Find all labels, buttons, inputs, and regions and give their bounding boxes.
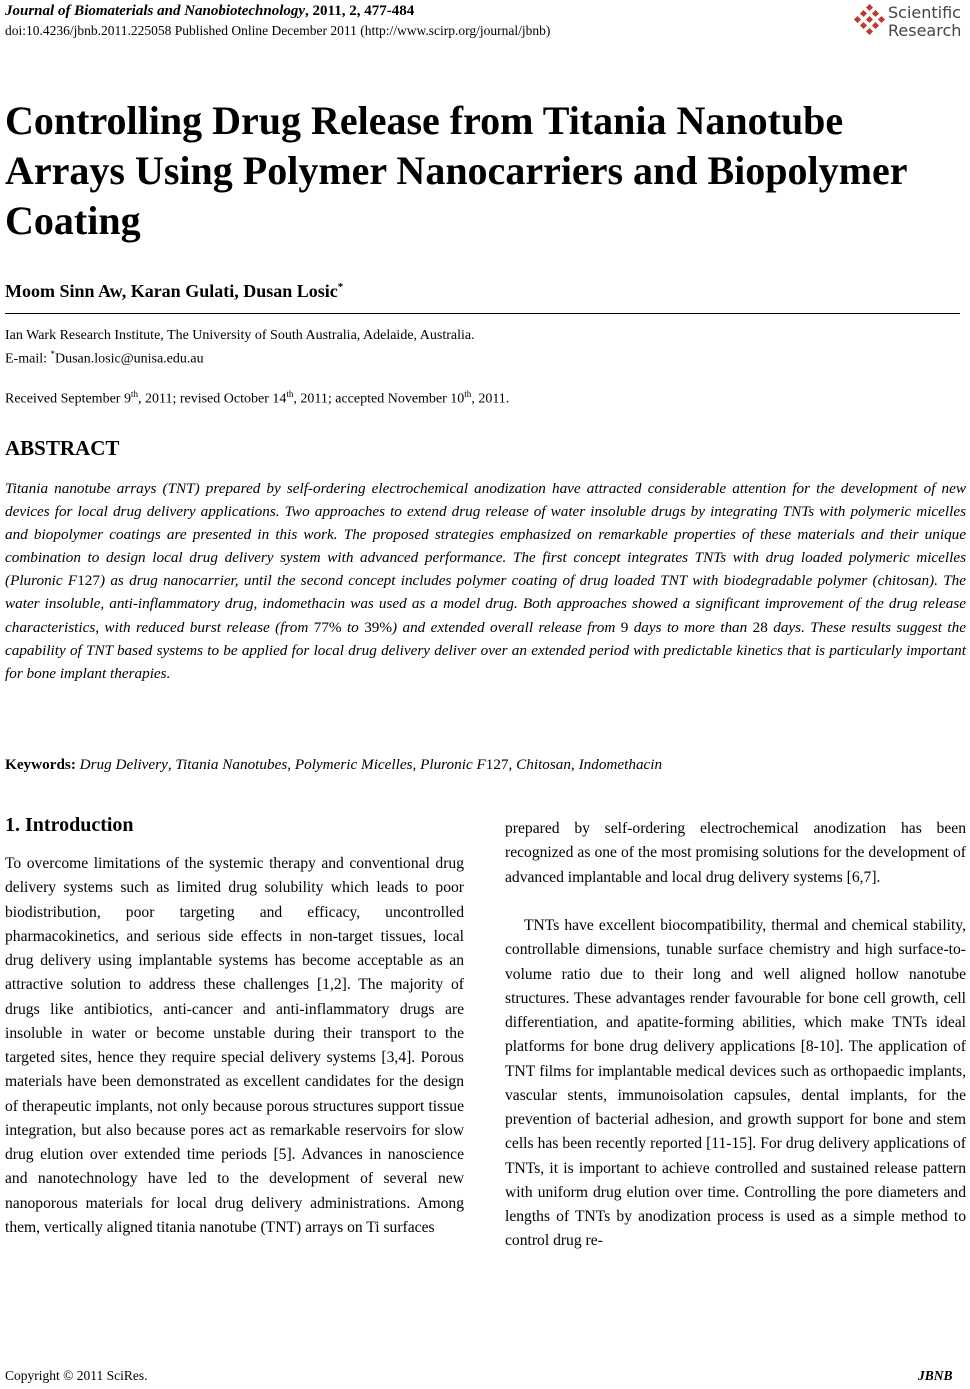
email-mark: * <box>50 349 55 359</box>
body-column-right-paragraph-2: TNTs have excellent biocompatibility, thermal and chemical stability, controllable dimensions, tunable surface chemistry and high surface-to-volume ratio due to their long and well aligned hollow nanotube structures. These advantages render favourable for bone cell growth, cell differentiation, and apatite-forming abilities, which make TNTs ideal platforms for bone drug delivery applications [8-10]. The application of TNT films for implantable medical devices such as orthopaedic implants, vascular stents, immunoisolation capsules, dental implants, for the prevention of bacterial adhesion, and growth support for bone and stem cells has been recently reported [11-15]. For drug delivery applications of TNTs, it is important to achieve controlled and sustained release pattern with uniform drug elution over time. Controlling the pore diameters and lengths of TNTs by anodization process is used as a simple method to control drug re- <box>505 917 966 1250</box>
footer-journal-abbr: JBNB <box>918 1368 953 1383</box>
email-line <box>5 345 475 369</box>
journal-title: Journal of Biomaterials and Nanobiotechnology <box>5 3 306 19</box>
affiliation: Ian Wark Research Institute, The University of South Australia, Adelaide, Australia. <box>5 328 475 343</box>
keyword: Drug Delivery <box>79 756 168 773</box>
ordinal-suffix: th <box>130 389 138 399</box>
abstract-heading: ABSTRACT <box>5 436 120 460</box>
author-list <box>5 281 343 302</box>
logo-text-line1: Scientific <box>888 3 961 22</box>
section-heading-introduction: 1. Introduction <box>5 814 134 836</box>
body-column-right-paragraph-1: prepared by self-ordering electrochemical anodization has been recognized as one of the most promising solutions for the development of advanced implantable and local drug delivery systems [6,7]. <box>505 820 966 886</box>
publisher-logo <box>852 3 968 43</box>
keywords-line: Keywords: Drug Delivery, Titania Nanotubes, Polymeric Micelles, Pluronic F127, Chitosan, Indomethacin <box>5 756 663 773</box>
footer-copyright: Copyright © 2011 SciRes. <box>5 1368 148 1383</box>
keyword: Indomethacin <box>578 756 663 773</box>
journal-citation <box>5 3 414 20</box>
body-column-left: To overcome limitations of the systemic therapy and conventional drug delivery systems such as limited drug solubility which leads to poor biodistribution, poor targeting and efficacy, uncontrolled pharmacokinetics, and serious side effects in non-target tissues, local drug delivery using implantable systems has become acceptable as an attractive solution to address these challenges [1,2]. The majority of drugs like antibiotics, anti-cancer and anti-inflammatory drugs are insoluble in water or become unstable during their transport to the targeted sites, hence they require special delivery systems [3,4]. Porous materials have been demonstrated as excellent candidates for the design of therapeutic implants, not only because porous structures support tissue integration, but also because pores act as remarkable reservoirs for slow drug elution over extended time periods [5]. Advances in nanoscience and nanotechnology have led to the development of several new nanoporous materials for local drug delivery administrations. Among them, vertically aligned titania nanotube (TNT) arrays on Ti surfaces <box>5 855 464 1236</box>
received-text: Received September 9 <box>5 391 131 407</box>
keyword: Pluronic F127 <box>420 756 509 773</box>
corresponding-author-mark: * <box>337 281 344 293</box>
email-label: E-mail: <box>5 351 51 367</box>
logo-text-line2: Research <box>888 21 962 40</box>
paper-title: Controlling Drug Release from Titania Nanotube Arrays Using Polymer Nanocarriers and Biopolymer Coating <box>5 98 907 243</box>
revised-text: , 2011; revised October 14 <box>137 391 287 407</box>
year-text: , 2011. <box>471 391 510 407</box>
authors: Moom Sinn Aw, Karan Gulati, Dusan Losic <box>5 281 338 301</box>
accepted-text: , 2011; accepted November 10 <box>293 391 465 407</box>
header-divider <box>5 313 960 314</box>
keyword: Titania Nanotubes <box>175 756 288 773</box>
ordinal-suffix: th <box>286 389 294 399</box>
abstract-body: Titania nanotube arrays (TNT) prepared by self-ordering electrochemical anodization have attracted considerable attention for the development of new devices for local drug delivery applications. Two approaches to extend drug release of water insoluble drugs by integrating TNTs with polymeric micelles and biopolymer coatings are presented in this work. The proposed strategies emphasized on remarkable properties of these materials and their unique combination to design local drug delivery system with advanced performance. The first concept integrates TNTs with drug loaded polymeric micelles (Pluronic F127) as drug nanocarrier, until the second concept includes polymer coating of drug loaded TNT with biodegradable polymer (chitosan). The water insoluble, anti-inflammatory drug, indomethacin was used as a model drug. Both approaches showed a significant improvement of the drug release characteristics, with reduced burst release (from 77% to 39%) and extended overall release from 9 days to more than 28 days. These results suggest the capability of TNT based systems to be applied for local drug delivery deliver over an extended period with predictable kinetics that is particularly important for bone implant therapies. <box>5 480 966 682</box>
received-dates <box>5 389 509 408</box>
ordinal-suffix: th <box>464 389 472 399</box>
affiliation-block <box>5 326 475 369</box>
email-address: Dusan.losic@unisa.edu.au <box>55 351 204 367</box>
keyword: Chitosan <box>516 756 571 773</box>
scientific-research-logo-icon <box>852 3 886 37</box>
journal-volume: , 2011, 2, 477-484 <box>305 3 415 19</box>
doi-line: doi:10.4236/jbnb.2011.225058 Published Online December 2011 (http://www.scirp.org/journal/jbnb) <box>5 23 551 38</box>
keyword: Polymeric Micelles <box>294 756 413 773</box>
keywords-label: Keywords <box>5 756 71 773</box>
